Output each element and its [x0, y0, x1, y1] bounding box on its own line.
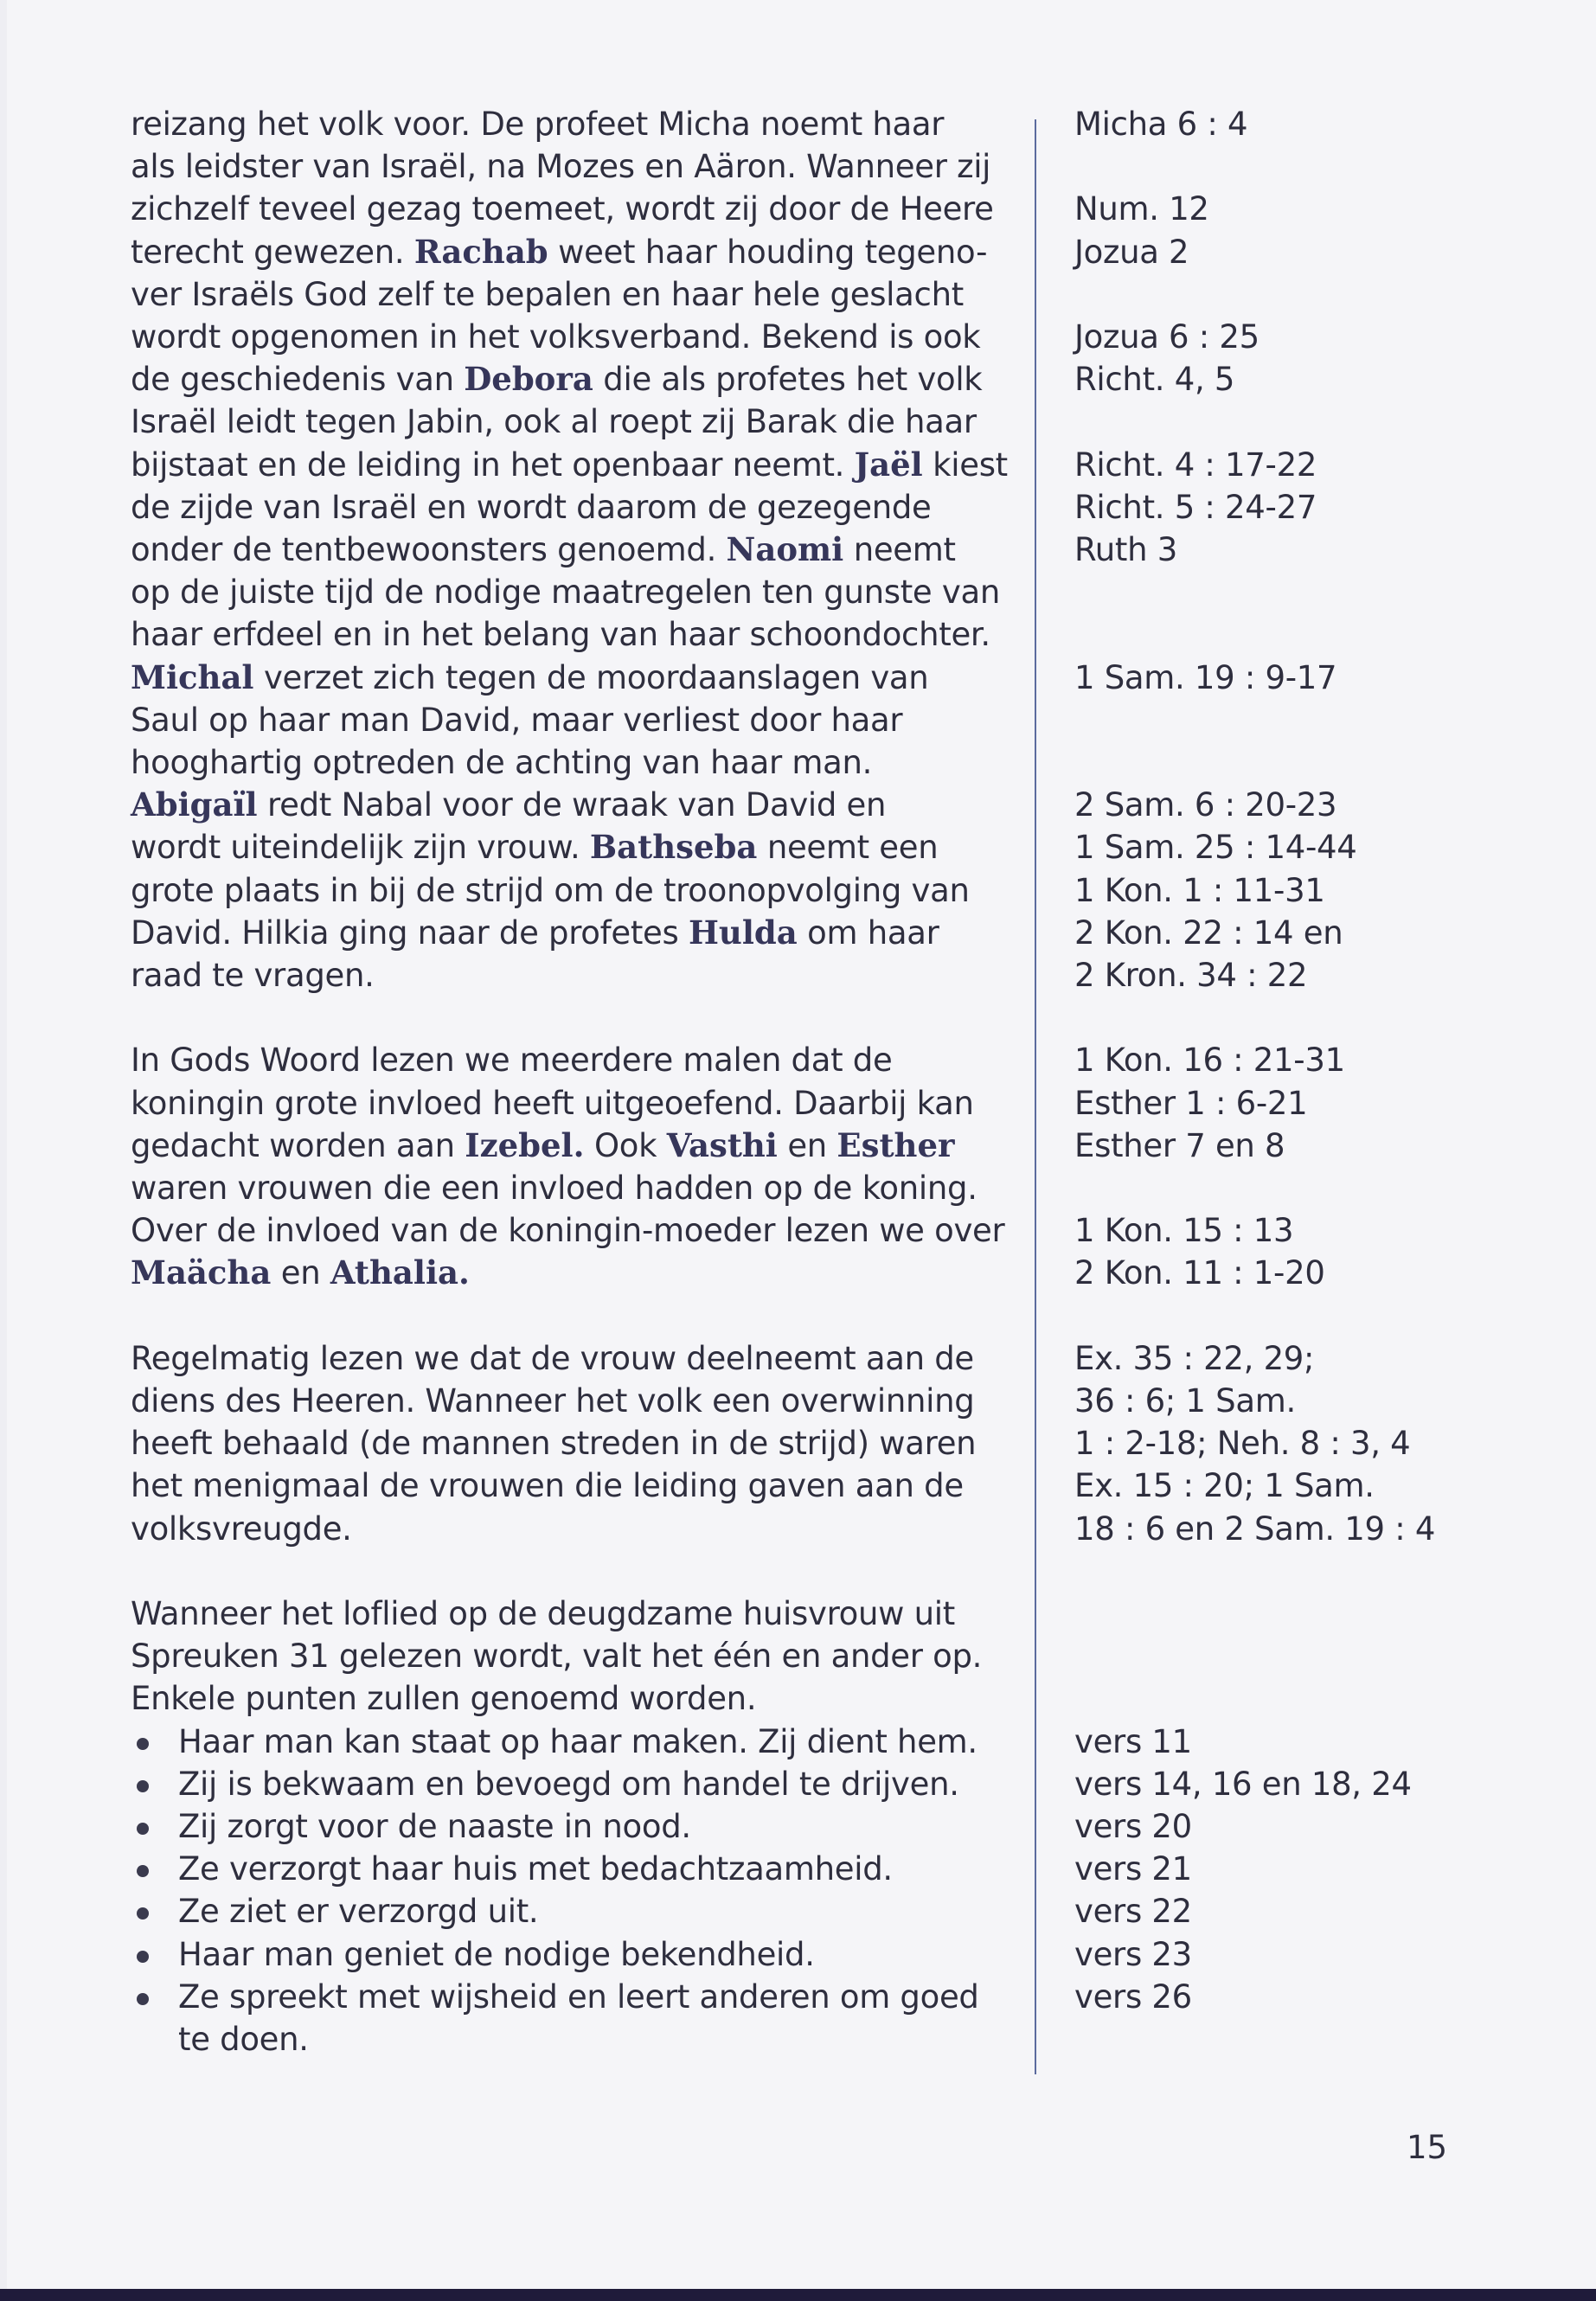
text-line: [131, 231, 987, 273]
text-segment: Ook: [584, 1126, 667, 1164]
text-line: [131, 1635, 982, 1677]
bullet-dot: [137, 1951, 149, 1963]
text-segment: die als profetes het volk: [593, 361, 983, 399]
text-segment: wordt opgenomen in het volksverband. Bekend is ook: [131, 318, 981, 356]
text-segment: de geschiedenis van: [131, 361, 465, 399]
text-segment: wordt uiteindelijk zijn vrouw.: [131, 829, 590, 867]
scripture-reference: vers 23: [1074, 1935, 1192, 1973]
scripture-reference: Micha 6 : 4: [1074, 106, 1248, 143]
highlighted-name: Esther: [836, 1125, 955, 1164]
page-number: 15: [1407, 2129, 1448, 2166]
bullet-item: Zij zorgt voor de naaste in nood.: [178, 1808, 691, 1845]
scripture-reference: Richt. 4 : 17-22: [1074, 445, 1317, 484]
bullet-dot: [137, 1780, 149, 1792]
text-segment: koningin grote invloed heeft uitgeoefend. Daarbij kan: [131, 1084, 974, 1122]
text-segment: Saul op haar man David, maar verliest door haar: [131, 701, 903, 739]
scripture-reference: 18 : 6 en 2 Sam. 19 : 4: [1074, 1509, 1436, 1548]
text-segment: waren vrouwen die een invloed hadden op de koning.: [131, 1170, 977, 1207]
text-line: [131, 912, 939, 954]
text-segment: weet haar houding tegeno-: [548, 233, 988, 271]
text-segment: en: [271, 1254, 330, 1292]
scripture-reference: vers 11: [1074, 1722, 1192, 1760]
text-line: [131, 103, 944, 145]
text-line: [131, 444, 1008, 486]
text-segment: en: [777, 1126, 837, 1164]
text-segment: diens des Heeren. Wanneer het volk een overwinning: [131, 1382, 975, 1420]
highlighted-name: Abigaïl: [131, 785, 258, 824]
text-line: [131, 869, 970, 912]
scripture-reference: vers 26: [1074, 1977, 1192, 2016]
text-segment: volksvreugde.: [131, 1509, 352, 1548]
text-segment: David. Hilkia ging naar de profetes: [131, 913, 689, 952]
text-line: [131, 486, 932, 529]
text-line: [131, 657, 928, 699]
text-line: [131, 784, 886, 826]
text-segment: het menigmaal de vrouwen die leiding gaven aan de: [131, 1467, 964, 1505]
scripture-reference: vers 20: [1074, 1808, 1192, 1845]
text-line: [131, 1337, 974, 1380]
scripture-reference: 36 : 6; 1 Sam.: [1074, 1382, 1296, 1420]
scripture-reference: Jozua 6 : 25: [1074, 318, 1259, 356]
scripture-reference: Esther 7 en 8: [1074, 1126, 1285, 1164]
text-segment: Israël leidt tegen Jabin, ook al roept zij Barak die haar: [131, 403, 977, 441]
scripture-reference: Num. 12: [1074, 190, 1209, 228]
text-line: [131, 188, 994, 230]
bullet-dot: [137, 1993, 149, 2005]
text-segment: kiest: [922, 445, 1008, 484]
scripture-reference: 1 Kon. 1 : 11-31: [1074, 871, 1325, 909]
text-line: [131, 699, 902, 741]
scripture-reference: Jozua 2: [1074, 233, 1189, 271]
highlighted-name: Michal: [131, 657, 254, 696]
bullet-item: Ze spreekt met wijsheid en leert anderen om goed: [178, 1977, 979, 2016]
column-divider: [1035, 119, 1036, 2074]
text-line: [131, 401, 977, 443]
bullet-item: Ze ziet er verzorgd uit.: [178, 1893, 539, 1931]
highlighted-name: Rachab: [413, 232, 548, 271]
scripture-reference: 1 Kon. 16 : 21-31: [1074, 1042, 1345, 1080]
text-line: [131, 273, 964, 316]
text-segment: Wanneer het loflied op de deugdzame huisvrouw uit: [131, 1595, 955, 1632]
scripture-reference: 2 Kon. 11 : 1-20: [1074, 1254, 1325, 1292]
text-line: [131, 1422, 976, 1465]
text-segment: hooghartig optreden de achting van haar man.: [131, 744, 873, 781]
highlighted-name: Hulda: [688, 913, 798, 952]
text-segment: haar erfdeel en in het belang van haar schoondochter.: [131, 616, 990, 654]
text-segment: raad te vragen.: [131, 957, 375, 994]
text-line: [131, 1209, 1004, 1252]
highlighted-name: Naomi: [726, 530, 844, 568]
text-line: [131, 1508, 352, 1550]
scripture-reference: 2 Kon. 22 : 14 en: [1074, 913, 1343, 952]
text-segment: redt Nabal voor de wraak van David en: [257, 786, 887, 824]
highlighted-name: Maächa: [131, 1253, 272, 1292]
text-segment: ver Israëls God zelf te bepalen en haar hele geslacht: [131, 275, 964, 313]
text-segment: heeft behaald (de mannen streden in de strijd) waren: [131, 1425, 977, 1463]
scripture-reference: Esther 1 : 6-21: [1074, 1084, 1308, 1122]
text-line: [131, 1593, 955, 1635]
text-segment: Regelmatig lezen we dat de vrouw deelneemt aan de: [131, 1339, 974, 1377]
scripture-reference: vers 14, 16 en 18, 24: [1074, 1765, 1412, 1803]
text-line: [131, 1125, 954, 1167]
text-segment: verzet zich tegen de moordaanslagen van: [253, 658, 929, 696]
text-segment: In Gods Woord lezen we meerdere malen dat de: [131, 1042, 893, 1080]
scripture-reference: Ex. 15 : 20; 1 Sam.: [1074, 1467, 1375, 1505]
text-line: [131, 358, 982, 401]
text-segment: de zijde van Israël en wordt daarom de gezegende: [131, 488, 932, 526]
text-line: [131, 954, 375, 997]
bullet-dot: [137, 1738, 149, 1750]
scripture-reference: 1 : 2-18; Neh. 8 : 3, 4: [1074, 1425, 1411, 1463]
bullet-item: Zij is bekwaam en bevoegd om handel te drijven.: [178, 1765, 959, 1803]
text-segment: zichzelf teveel gezag toemeet, wordt zij door de Heere: [131, 190, 994, 228]
text-segment: als leidster van Israël, na Mozes en Aäron. Wanneer zij: [131, 148, 991, 186]
scripture-reference: vers 21: [1074, 1850, 1192, 1888]
text-segment: onder de tentbewoonsters genoemd.: [131, 531, 727, 568]
text-line: [131, 741, 872, 784]
text-segment: Spreuken 31 gelezen wordt, valt het één en ander op.: [131, 1638, 983, 1676]
scripture-reference: 1 Kon. 15 : 13: [1074, 1212, 1294, 1250]
highlighted-name: Debora: [464, 360, 593, 399]
text-segment: neemt een: [757, 829, 939, 867]
bullet-item: Haar man kan staat op haar maken. Zij dient hem.: [178, 1722, 977, 1760]
text-line: [131, 1167, 977, 1209]
scripture-reference: 1 Sam. 19 : 9-17: [1074, 658, 1337, 696]
text-segment: neemt: [843, 531, 956, 568]
scripture-reference: vers 22: [1074, 1893, 1192, 1931]
bullet-item: Ze verzorgt haar huis met bedachtzaamheid.: [178, 1850, 893, 1888]
text-segment: Enkele punten zullen genoemd worden.: [131, 1680, 757, 1718]
scripture-reference: 2 Sam. 6 : 20-23: [1074, 786, 1337, 824]
text-segment: terecht gewezen.: [131, 233, 414, 271]
text-segment: bijstaat en de leiding in het openbaar neemt.: [131, 445, 855, 484]
text-line: [131, 826, 938, 868]
text-segment: gedacht worden aan: [131, 1126, 465, 1164]
text-segment: grote plaats in bij de strijd om de troonopvolging van: [131, 871, 970, 909]
text-segment: op de juiste tijd de nodige maatregelen ten gunste van: [131, 574, 1000, 612]
bullet-item: te doen.: [178, 2021, 309, 2058]
text-line: [131, 1380, 974, 1422]
text-line: [131, 529, 956, 571]
text-line: [131, 1465, 964, 1507]
text-segment: om haar: [797, 913, 939, 952]
text-segment: Over de invloed van de koningin-moeder lezen we over: [131, 1212, 1005, 1250]
scripture-reference: Ruth 3: [1074, 531, 1177, 568]
text-line: [131, 1039, 892, 1081]
text-line: [131, 613, 990, 656]
text-line: [131, 1252, 470, 1294]
bottom-edge-band: [0, 2289, 1596, 2301]
text-line: [131, 316, 980, 358]
text-line: [131, 571, 1000, 613]
text-line: [131, 1082, 974, 1125]
bullet-dot: [137, 1823, 149, 1835]
highlighted-name: Athalia.: [330, 1253, 470, 1292]
scripture-reference: Ex. 35 : 22, 29;: [1074, 1339, 1315, 1377]
bullet-item: Haar man geniet de nodige bekendheid.: [178, 1935, 815, 1973]
scripture-reference: 2 Kron. 34 : 22: [1074, 957, 1308, 994]
scripture-reference: 1 Sam. 25 : 14-44: [1074, 829, 1357, 867]
highlighted-name: Bathseba: [589, 828, 758, 867]
highlighted-name: Izebel.: [465, 1125, 585, 1164]
text-line: [131, 1677, 756, 1720]
highlighted-name: Vasthi: [666, 1125, 778, 1164]
highlighted-name: Jaël: [854, 445, 923, 484]
scripture-reference: Richt. 5 : 24-27: [1074, 488, 1317, 526]
text-segment: reizang het volk voor. De profeet Micha noemt haar: [131, 106, 945, 143]
scripture-reference: Richt. 4, 5: [1074, 361, 1235, 399]
text-line: [131, 145, 990, 188]
